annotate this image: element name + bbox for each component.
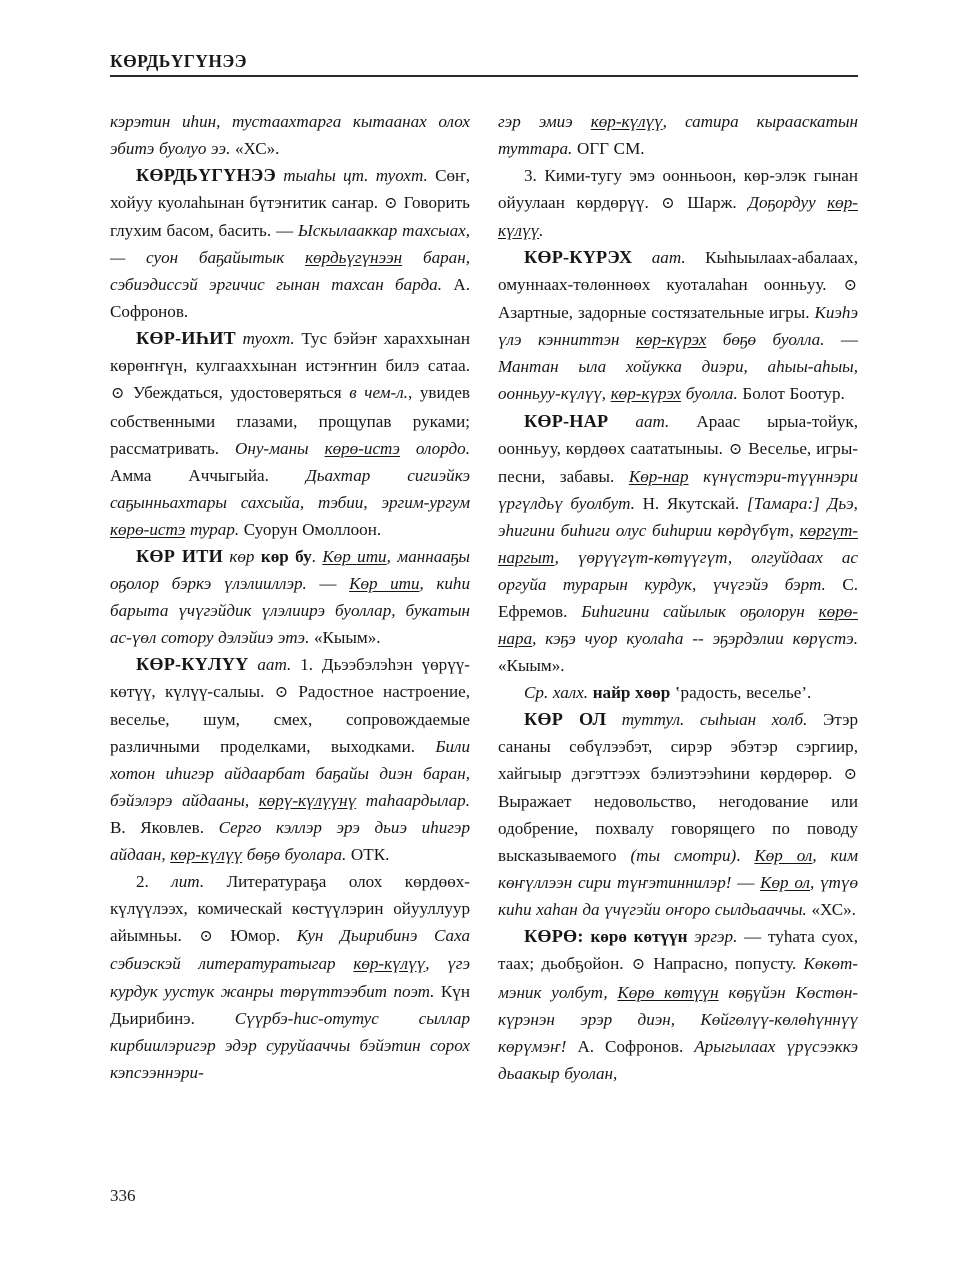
example-text: Кун Дьирибинэ Саха сэбиэскэй литературатыгар [110, 926, 470, 974]
example-keyword: Көр ол [754, 846, 813, 866]
definition-rus: Юмор. [230, 926, 281, 946]
subheadword: көрө көтүүн [590, 927, 688, 947]
example-keyword: көр-күрэх [635, 330, 707, 350]
running-head [110, 52, 858, 77]
example-text-cont: . [539, 221, 544, 241]
definition-sah: Этэр сананы сөбүлээбэт, сирэр эбэтэр сэргиир, хайгыыр дэгэттээх бэлиэтээһини көрдөрөр. [498, 710, 858, 784]
example-text-3-cont: , кэҕэ чуор куолаһа -- эҕэрдэлии көрүстэ. [532, 628, 858, 648]
headword: КӨР ОЛ [524, 709, 607, 730]
entry-kor-ol [498, 706, 858, 923]
page-number: 336 [110, 1186, 136, 1205]
definition-rus-cont: . [736, 846, 741, 866]
grammar-italic: көр [229, 546, 255, 566]
example-source: Күн Дьирибинэ. [110, 981, 470, 1028]
example-keyword-2: Көр ол [760, 873, 810, 893]
example-keyword-2: көр-күрэх [610, 384, 682, 404]
example-text: , ким көҥүллээн сири түҥэтиннилэр! [498, 846, 858, 893]
definition-rus: Шарж. [687, 193, 737, 213]
entry-kor-kuluu-sense-3 [498, 162, 858, 244]
definition-rus: Радостное настроение, веселье, шум, смех, сопровождаемые различными проделками, выходками. [110, 681, 470, 757]
cross-reference [498, 679, 858, 706]
carryover-source: «ХС». [234, 139, 280, 159]
example-source: В. Яковлев. [110, 818, 204, 838]
example-keyword-2: көр-күлүү [170, 845, 243, 865]
example-source: Амма Аччыгыйа. [110, 465, 269, 485]
example-text: Киэһэ үлэ кэнниттэн [498, 303, 858, 350]
definition-rus-cont: , увидев собственными глазами, прощупав руками; рассматривать. [110, 383, 470, 458]
example-text: Доҕордуу [748, 193, 828, 213]
carryover-source: ОГГ СМ. [576, 139, 645, 159]
example-source: Н. Якутскай. [642, 493, 740, 513]
example-keyword: көрдьүгүнээн [305, 248, 403, 268]
headword: КӨРДЬҮГҮНЭЭ [136, 165, 276, 186]
example-source: А. Софронов. [110, 275, 470, 322]
example-text-cont: бөҕө буолла. [706, 330, 825, 350]
example-keyword-2: көрө-истэ [110, 519, 186, 539]
example-text-cont: таһаардылар. [356, 791, 470, 811]
example-text-2: , киһи барыта үчүгэйдик үлэлиирэ буоллар, букатын ас-үөл сотору дэлэйиэ этэ. [110, 573, 470, 647]
example-text-2: Мантан ыла хойукка диэри, аһыы-аһыы, оонньуу-күлүү, [498, 357, 858, 404]
definition-dash: — [744, 927, 762, 947]
definition-rus: Выражает недовольство, негодование или одобрение, похвалу говорящего по поводу высказываемого [498, 792, 858, 866]
example-text-partial: Сүүрбэ-һис-отутус сыллар кирбиилэригэр эдэр суруйааччы бэйэтин сорох кэпсээннэри- [110, 1008, 470, 1082]
grammar-label: туттул. сыһыан холб. [621, 710, 808, 730]
sense-marker-icon: ⊙ [111, 385, 125, 403]
column-left [110, 108, 470, 1168]
header-rule [110, 75, 858, 77]
example-keyword: Көр-нар [628, 466, 689, 486]
example-text-2-cont: буолла. [681, 384, 738, 404]
example-source: А. Софронов. [577, 1036, 684, 1056]
example-text: Ыскылааккар тахсыах, — суон баҕайытык [110, 221, 470, 268]
example-text: , маннааҕы оҕолор бэркэ үлэлииллэр. [110, 546, 470, 593]
sense-number: 2. [136, 872, 149, 892]
example-source-2: ОТК. [350, 845, 390, 865]
definition-sah: Дьээбэлэһэн үөрүү-көтүү, күлүү-салыы. [110, 654, 470, 701]
entry-kor-iti [110, 543, 470, 651]
definition-sah: Араас ырыа-тойук, оонньуу, көрдөөх саататыныы. [498, 411, 858, 458]
sense-marker-icon: ⊙ [661, 195, 675, 213]
headword: КӨР-КҮРЭХ [524, 247, 633, 268]
definition-sah: туһата суох, таах; дьобҕойон. [498, 927, 858, 974]
grammar-tail: . [311, 546, 316, 566]
sense-marker-icon: ⊙ [274, 683, 289, 701]
carryover-paragraph [110, 108, 470, 162]
example-text: Ону-маны [235, 438, 325, 458]
sense-marker-icon: ⊙ [728, 440, 743, 458]
definition-rus: Убеждаться, удостоверяться [133, 383, 350, 403]
grammar-label: аат. [257, 654, 292, 674]
example-keyword: көр-күлүү [498, 193, 858, 241]
example-keyword-2: көргүт-наргыт [498, 520, 858, 567]
definition-rus-italic: в чем-л. [349, 383, 408, 403]
entry-kor-kurekh [498, 244, 858, 407]
definition-rus: Веселье, игры-песни, забавы. [498, 438, 858, 486]
example-text-2-cont: бөҕө буолара. [242, 845, 347, 865]
example-source: «Кыым». [313, 627, 381, 647]
example-source-3: «Кыым». [498, 655, 565, 675]
grammar-bold: көр бу [260, 546, 312, 566]
sense-label: лит. [171, 872, 205, 892]
example-source: Болот Боотур. [742, 384, 845, 404]
example-dash: — [319, 573, 337, 593]
example-source-2: Суорун Омоллоон. [243, 519, 382, 539]
example-text-cont: олордо. [399, 438, 470, 458]
example-text: күнүстэри-түүннэри үргүлдьү буолбут. [498, 466, 858, 513]
example-text-cont: , үгэ курдук уустук жанры төрүттээбит поэт. [110, 954, 470, 1001]
definition-sah: Сөҥ, хойуу куолаһынан бүтэҥитик саҥар. [110, 166, 470, 213]
example-dash: — [840, 330, 858, 350]
grammar-label: туохт. [242, 329, 295, 349]
example-keyword: Көр ити [322, 546, 387, 566]
definition-sah: Кими-тугу эмэ оонньоон, көр-элэк гынан ойуулаан көрдөрүү. [498, 166, 858, 213]
example-dash: — [737, 873, 755, 893]
grammar-label: аат. [635, 411, 670, 431]
definition-rus: Напрасно, попусту. [653, 954, 797, 974]
example-keyword: көрө-истэ [324, 438, 400, 458]
example-source-2: С. Ефремов. [498, 574, 858, 621]
example-keyword: Көрө көтүүн [617, 982, 719, 1002]
compare-gloss: ‛радость, веселье’. [674, 682, 812, 702]
headword: КӨР-ИҺИТ [136, 328, 236, 349]
entry-kor-kuluu [110, 651, 470, 868]
carryover-keyword: көр-күлүү [590, 112, 663, 131]
entry-koro [498, 923, 858, 1086]
sense-number: 1. [300, 654, 314, 674]
headword: КӨР-КҮЛҮҮ [136, 653, 249, 674]
example-text: Көкөт-мэник уолбут, [498, 954, 858, 1002]
definition-rus-italic: (ты смотри) [630, 846, 737, 866]
entry-kordyuguneee [110, 162, 470, 325]
entry-kor-kuluu-sense-2 [110, 868, 470, 1085]
definition-sah: Литератураҕа олох көрдөөх-күлүүлээх, комическай көстүүлэрин ойууллуур айымньы. [110, 872, 470, 946]
example-keyword: көрү-күлүүнү [258, 791, 357, 811]
example-keyword-2: Көр ити [349, 573, 420, 593]
definition-rus: Азартные, задорные состязательные игры. [498, 303, 810, 323]
compare-lemma: найр хөөр [592, 682, 671, 702]
sense-marker-icon: ⊙ [384, 195, 398, 213]
example-text-2: Дьэ, эһигини биһиги олус биһирии көрдүбүт, [498, 493, 858, 540]
definition-sah: Тус бэйэҥ хараххынан көрөҥҥүн, кулгааххынан истэҥҥин билэ сатаа. [110, 329, 470, 376]
example-text-cont: көҕүйэн Көстөн-күрэнэн эрэр диэн, Көйгөлүү-көлөһүннүү көрүмэҥ! [498, 982, 858, 1056]
carryover-text: гэр эмиэ [498, 112, 591, 131]
example-text-2-cont: турар. [185, 519, 240, 539]
grammar-label: эргэр. [694, 927, 738, 947]
running-head-text: КӨРДЬҮГҮНЭЭ [110, 51, 247, 71]
example-speaker: [Тамара:] [746, 493, 820, 513]
sense-marker-icon: ⊙ [843, 766, 857, 784]
sense-number: 3. [524, 166, 537, 186]
example-text-2: Серго кэллэр эрэ дьиэ иһигэр айдаан, [110, 818, 470, 865]
example-source: «ХС». [811, 900, 856, 920]
text-columns [110, 108, 858, 1168]
example-text-2-cont: , үөрүүгүт-көтүүгүт, олгуйдаах ас оргуйа турарын курдук, үчүгэйэ бэрт. [498, 547, 858, 594]
sense-marker-icon: ⊙ [631, 956, 646, 974]
carryover-text-cont: , сатира кырааскатын туттара. [498, 112, 858, 159]
headword: КӨРӨ: [524, 926, 584, 947]
definition-sah: Кыһыылаах-абалаах, омуннаах-төлөннөөх куоталаһан оонньуу. [498, 248, 858, 295]
entry-kor-ihit [110, 325, 470, 542]
sense-marker-icon: ⊙ [199, 928, 213, 946]
example-text: Били хотон иһигэр айдаарбат баҕайы диэн баран, бэйэлэрэ айдааны, [110, 737, 470, 811]
grammar-label: тыаһы цт. туохт. [283, 166, 428, 186]
headword: КӨР-НАР [524, 410, 609, 431]
headword: КӨР ИТИ [136, 545, 223, 566]
example-dash: — [275, 221, 294, 241]
example-text-2: , үтүө киһи хаһан да үчүгэйи оҥоро сылдьааччы. [498, 873, 858, 920]
example-keyword: көр-күлүү [353, 954, 426, 974]
example-text-3: Биһигини сайылык оҕолорун [581, 601, 819, 621]
example-keyword-3: көрө-нара [498, 601, 858, 648]
entry-kor-nar [498, 408, 858, 679]
example-text-partial: Арыгылаах үрүсээккэ дьаакыр буолан, [498, 1036, 858, 1083]
example-text-2: Дьахтар сигиэйкэ саҕынньахтары сахсыйа, тэбии, эргим-ургум [110, 465, 470, 512]
carryover-text: кэрэтин иһин, тустаахтарга кытаанах олох эбитэ буолуо ээ. [110, 112, 470, 159]
example-text-cont: баран, сэбиэдиссэй эргичис гынан тахсан барда. [110, 248, 470, 295]
sense-marker-icon: ⊙ [843, 277, 858, 295]
column-right [498, 108, 858, 1168]
definition-rus: Говорить глухим басом, басить. [110, 193, 470, 241]
grammar-label: аат. [651, 248, 686, 268]
carryover-paragraph [498, 108, 858, 162]
compare-prefix: Ср. халх. [524, 682, 589, 702]
